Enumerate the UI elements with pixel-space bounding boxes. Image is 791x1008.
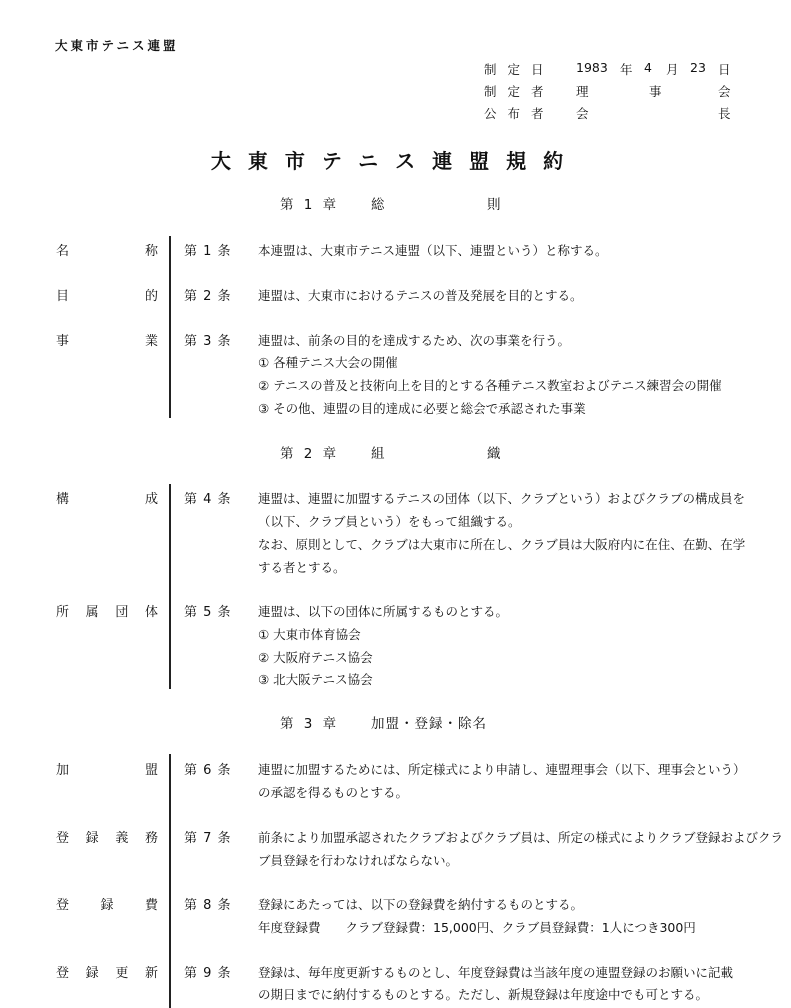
meta-label: 公布者 [484,106,555,121]
chapter-number: 第 3 章 [280,716,340,732]
promulgated-by-row [484,104,734,124]
article-text: 登録は、毎年度更新するものとし、年度登録費は当該年度の連盟登録のお願いに記載 [258,965,734,980]
enacted-by-part: 理 [576,84,589,99]
article-number: 第 3 条 [184,334,232,349]
section-divider-line [169,484,171,689]
article-number: 第 6 条 [184,763,232,778]
article-text: する者とする。 [258,560,346,575]
article-text: 連盟は、前条の目的を達成するため、次の事業を行う。 [258,333,571,348]
article-list-item: ② 大阪府テニス協会 [258,650,373,665]
article-label: 登 録 義 務 [56,831,158,846]
article-text: ブ員登録を行わなければならない。 [258,853,459,868]
chapter-name: 加盟・登録・除名 [371,716,487,732]
article-list-item: ③ 北大阪テニス協会 [258,672,373,687]
article-number: 第 1 条 [184,244,232,259]
article-text: 連盟は、大東市におけるテニスの普及発展を目的とする。 [258,288,583,303]
section-divider-line [169,236,171,418]
day-value: 23 [690,60,706,75]
article-label: 目 的 [56,289,158,304]
article-label: 事 業 [56,334,158,349]
article-text: 年度登録費 クラブ登録費：15,000円、クラブ員登録費：1人につき300円 [258,920,696,935]
enacted-by-part: 事 [649,84,662,99]
article-label: 登 録 更 新 [56,966,158,981]
article-text: なお、原則として、クラブは大東市に所在し、クラブ員は大阪府内に在住、在勤、在学 [258,537,746,552]
article-number: 第 7 条 [184,831,232,846]
article-label: 登 録 費 [56,898,158,913]
promulgated-by-part: 会 [576,106,589,121]
article-list-item: ① 大東市体育協会 [258,627,361,642]
article-text: の承認を得るものとする。 [258,785,409,800]
article-number: 第 2 条 [184,289,232,304]
article-number: 第 9 条 [184,966,232,981]
article-text: 本連盟は、大東市テニス連盟（以下、連盟という）と称する。 [258,243,608,258]
year-unit: 年 [620,62,633,77]
article-number: 第 5 条 [184,605,232,620]
article-list-item: ② テニスの普及と技術向上を目的とする各種テニス教室およびテニス練習会の開催 [258,378,722,393]
article-label: 構 成 [56,492,158,507]
enacted-by-row [484,82,734,102]
meta-label: 制定日 [484,62,555,77]
article-list-item: ① 各種テニス大会の開催 [258,355,398,370]
article-label: 所 属 団 体 [56,605,158,620]
article-label: 名 称 [56,244,158,259]
month-unit: 月 [666,62,679,77]
enacted-by-part: 会 [718,84,731,99]
meta-label: 制定者 [484,84,555,99]
chapter-name: 組 [371,446,385,462]
article-text: 連盟に加盟するためには、所定様式により申請し、連盟理事会（以下、理事会という） [258,762,746,777]
article-text: 前条により加盟承認されたクラブおよびクラブ員は、所定の様式によりクラブ登録およびクラ [258,830,784,845]
chapter-name: 総 [371,197,385,213]
year-value: 1983 [576,60,608,75]
day-unit: 日 [718,62,731,77]
article-text: 連盟は、連盟に加盟するテニスの団体（以下、クラブという）およびクラブの構成員を [258,491,746,506]
chapter-number: 第 2 章 [280,446,340,462]
chapter-name: 織 [487,446,501,462]
article-text: 登録にあたっては、以下の登録費を納付するものとする。 [258,897,584,912]
month-value: 4 [644,60,652,75]
article-list-item: ③ その他、連盟の目的達成に必要と総会で承認された事業 [258,401,586,416]
promulgated-by-part: 長 [718,106,731,121]
chapter-number: 第 1 章 [280,197,340,213]
document-title: 大東市テニス連盟規約 [210,149,581,173]
chapter-name: 則 [487,197,501,213]
article-text: （以下、クラブ員という）をもって組織する。 [258,514,521,529]
organization-name: 大東市テニス連盟 [55,38,179,53]
enactment-date-row [484,60,734,80]
section-divider-line [169,754,171,1008]
article-text: 連盟は、以下の団体に所属するものとする。 [258,604,509,619]
article-text: の期日までに納付するものとする。ただし、新規登録は年度途中でも可とする。 [258,987,709,1002]
article-label: 加 盟 [56,763,158,778]
article-number: 第 4 条 [184,492,232,507]
article-number: 第 8 条 [184,898,232,913]
